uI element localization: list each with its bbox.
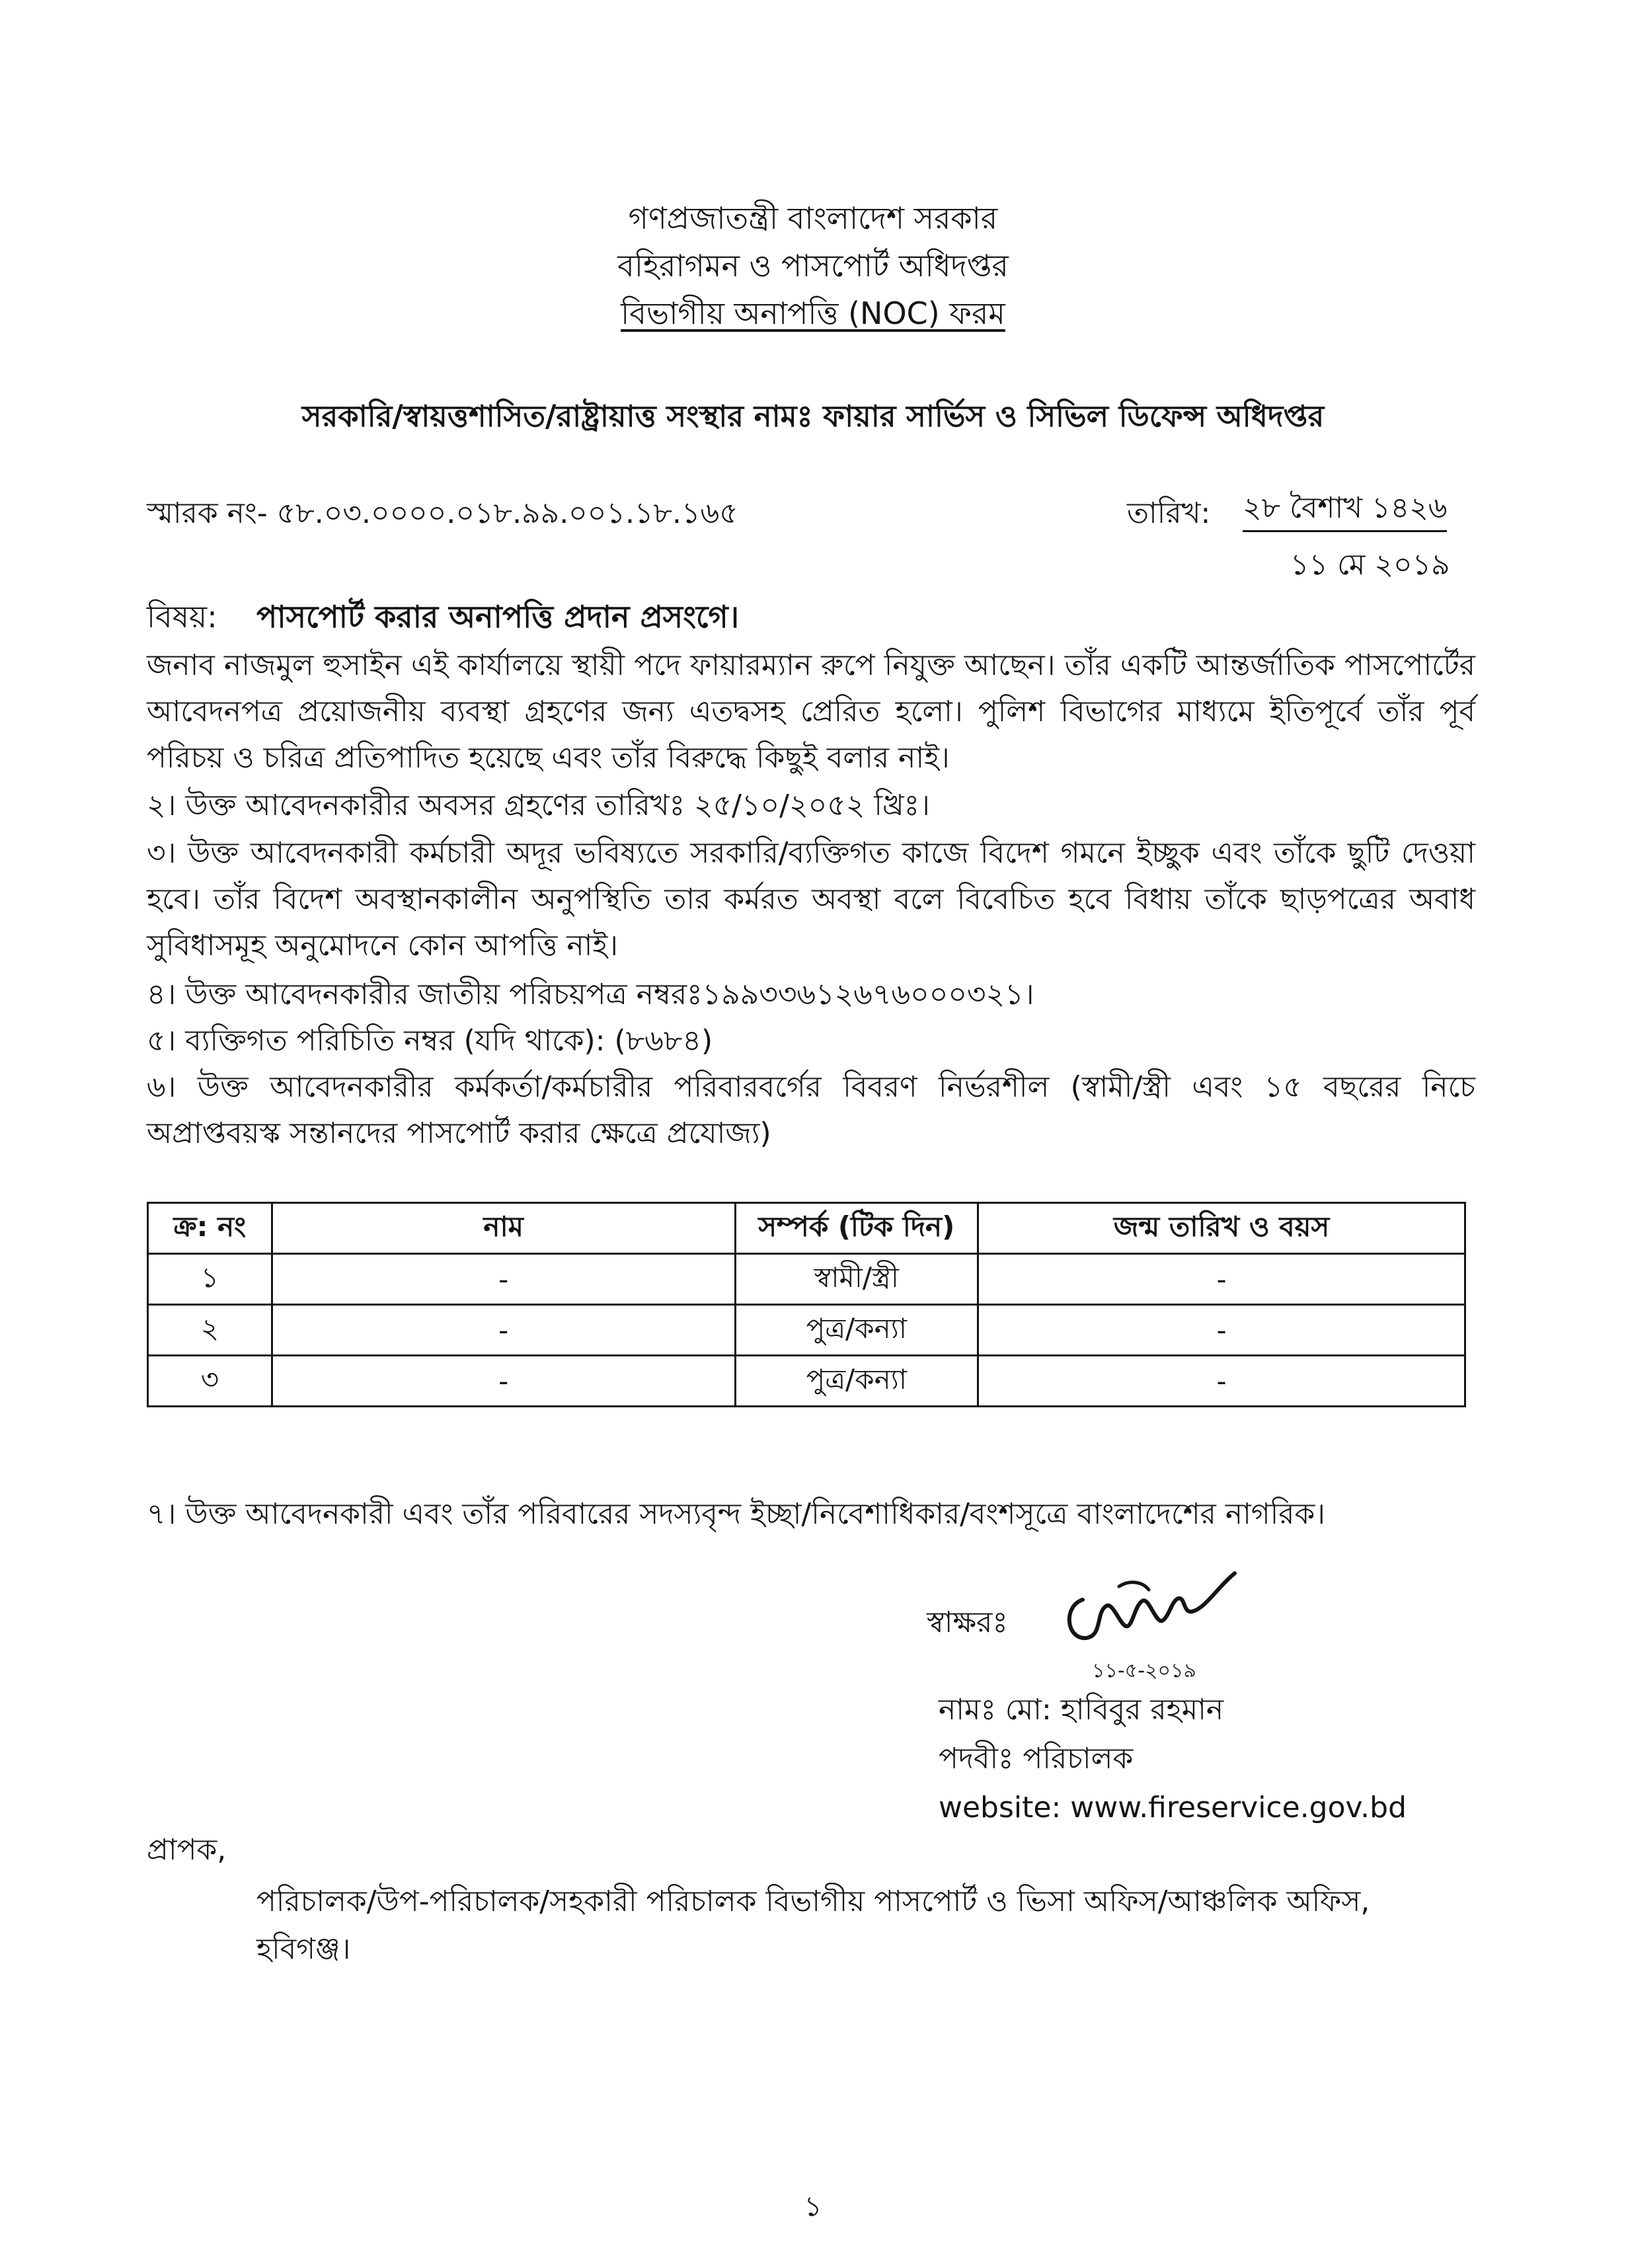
date-gregorian: ১১ মে ২০১৯ (1290, 548, 1450, 582)
cell-dob-age: - (978, 1254, 1465, 1305)
column-header-dob-age: জন্ম তারিখ ও বয়স (978, 1203, 1465, 1254)
paragraph-3: ৩। উক্ত আবেদনকারী কর্মচারী অদূর ভবিষ্যতে সরকারি/ব্যক্তিগত কাজে বিদেশ গমনে ইচ্ছুক এবং তাঁকে ছুটি দেওয়া হবে। তাঁর বিদেশ অবস্থানকালীন অনুপস্থিতি তার কর্মরত অবস্থা বলে বিবেচিত হবে বিধায় তাঁকে ছাড়পত্রের অবাধ সুবিধাসমূহ অনুমোদনে কোন আপত্তি নাই। (147, 836, 1475, 962)
date-label: তারিখ: (1127, 496, 1211, 530)
form-title (0, 293, 1626, 333)
cell-dob-age: - (978, 1356, 1465, 1407)
cell-serial: ২ (148, 1305, 272, 1356)
cell-name: - (272, 1254, 735, 1305)
header-government: গণপ্রজাতন্ত্রী বাংলাদেশ সরকার (628, 200, 998, 236)
column-header-serial: ক্র: নং (148, 1203, 272, 1254)
signature-date: ১১-৫-২০১৯ (1092, 1659, 1196, 1682)
column-header-relation: সম্পর্ক (টিক দিন) (735, 1203, 978, 1254)
paragraph-5: ৫। ব্যক্তিগত পরিচিতি নম্বর (যদি থাকে): (৮৬৮৪) (147, 1024, 713, 1058)
organization-line: সরকারি/স্বায়ত্তশাসিত/রাষ্ট্রায়াত্ত সংস্থার নামঃ ফায়ার সার্ভিস ও সিভিল ডিফেন্স অধিদপ্তর (301, 399, 1325, 434)
table-row (148, 1305, 1465, 1356)
form-title-text: বিভাগীয় অনাপত্তি (NOC) ফরম (621, 295, 1005, 331)
column-header-name: নাম (272, 1203, 735, 1254)
recipient-line-2: হবিগঞ্জ। (256, 1932, 351, 1966)
cell-relation: স্বামী/স্ত্রী (735, 1254, 978, 1305)
cell-serial: ১ (148, 1254, 272, 1305)
paragraph-6: ৬। উক্ত আবেদনকারীর কর্মকর্তা/কর্মচারীর পরিবারবর্গের বিবরণ নির্ভরশীল (স্বামী/স্ত্রী এবং ১৫ বছরের নিচে অপ্রাপ্তবয়স্ক সন্তানদের পাসপোর্ট করার ক্ষেত্রে প্রযোজ্য) (147, 1070, 1475, 1150)
date-bangla: ২৮ বৈশাখ ১৪২৬ (1243, 487, 1447, 532)
cell-relation: পুত্র/কন্যা (735, 1305, 978, 1356)
paragraph-7: ৭। উক্ত আবেদনকারী এবং তাঁর পরিবারের সদস্যবৃন্দ ইচ্ছা/নিবেশাধিকার/বংশসূত্রে বাংলাদেশের নাগরিক। (147, 1497, 1326, 1531)
page-number: ১ (804, 2190, 822, 2222)
memo-reference: স্মারক নং- ৫৮.০৩.০০০০.০১৮.৯৯.০০১.১৮.১৬৫ (147, 496, 738, 530)
signature-label: স্বাক্ষরঃ (927, 1606, 1008, 1639)
cell-serial: ৩ (148, 1356, 272, 1407)
handwritten-signature (1056, 1560, 1255, 1653)
paragraph-4: ৪। উক্ত আবেদনকারীর জাতীয় পরিচয়পত্র নম্বরঃ১৯৯৩৩৬১২৬৭৬০০০৩২১। (147, 978, 1034, 1011)
table-header-row (148, 1203, 1465, 1254)
cell-name: - (272, 1356, 735, 1407)
cell-dob-age: - (978, 1305, 1465, 1356)
subject-label: বিষয়: (147, 599, 217, 635)
paragraph-2: ২। উক্ত আবেদনকারীর অবসর গ্রহণের তারিখঃ ২৫/১০/২০৫২ খ্রিঃ। (147, 789, 930, 822)
header-department: বহিরাগমন ও পাসপোর্ট অধিদপ্তর (617, 248, 1009, 284)
paragraph-1: জনাব নাজমুল হুসাইন এই কার্যালয়ে স্থায়ী পদে ফায়ারম্যান রুপে নিযুক্ত আছেন। তাঁর একটি আন্তর্জাতিক পাসপোর্টের আবেদনপত্র প্রয়োজনীয় ব্যবস্থা গ্রহণের জন্য এতদ্বসহ প্রেরিত হলো। পুলিশ বিভাগের মাধ্যমে ইতিপূর্বে তাঁর পূর্ব পরিচয় ও চরিত্র প্রতিপাদিত হয়েছে এবং তাঁর বিরুদ্ধে কিছুই বলার নাই। (147, 648, 1475, 775)
table-row (148, 1254, 1465, 1305)
recipient-line-1: পরিচালক/উপ-পরিচালক/সহকারী পরিচালক বিভাগীয় পাসপোর্ট ও ভিসা অফিস/আঞ্চলিক অফিস, (256, 1885, 1370, 1918)
table-row (148, 1356, 1465, 1407)
recipient-label: প্রাপক, (147, 1833, 227, 1867)
signatory-name: নামঃ মো: হাবিবুর রহমান (939, 1693, 1224, 1727)
family-table (147, 1202, 1466, 1407)
cell-relation: পুত্র/কন্যা (735, 1356, 978, 1407)
signatory-designation: পদবীঃ পরিচালক (939, 1742, 1134, 1776)
cell-name: - (272, 1305, 735, 1356)
subject-text: পাসপোর্ট করার অনাপত্তি প্রদান প্রসংগে। (256, 599, 740, 635)
website: website: www.fireservice.gov.bd (939, 1791, 1407, 1824)
